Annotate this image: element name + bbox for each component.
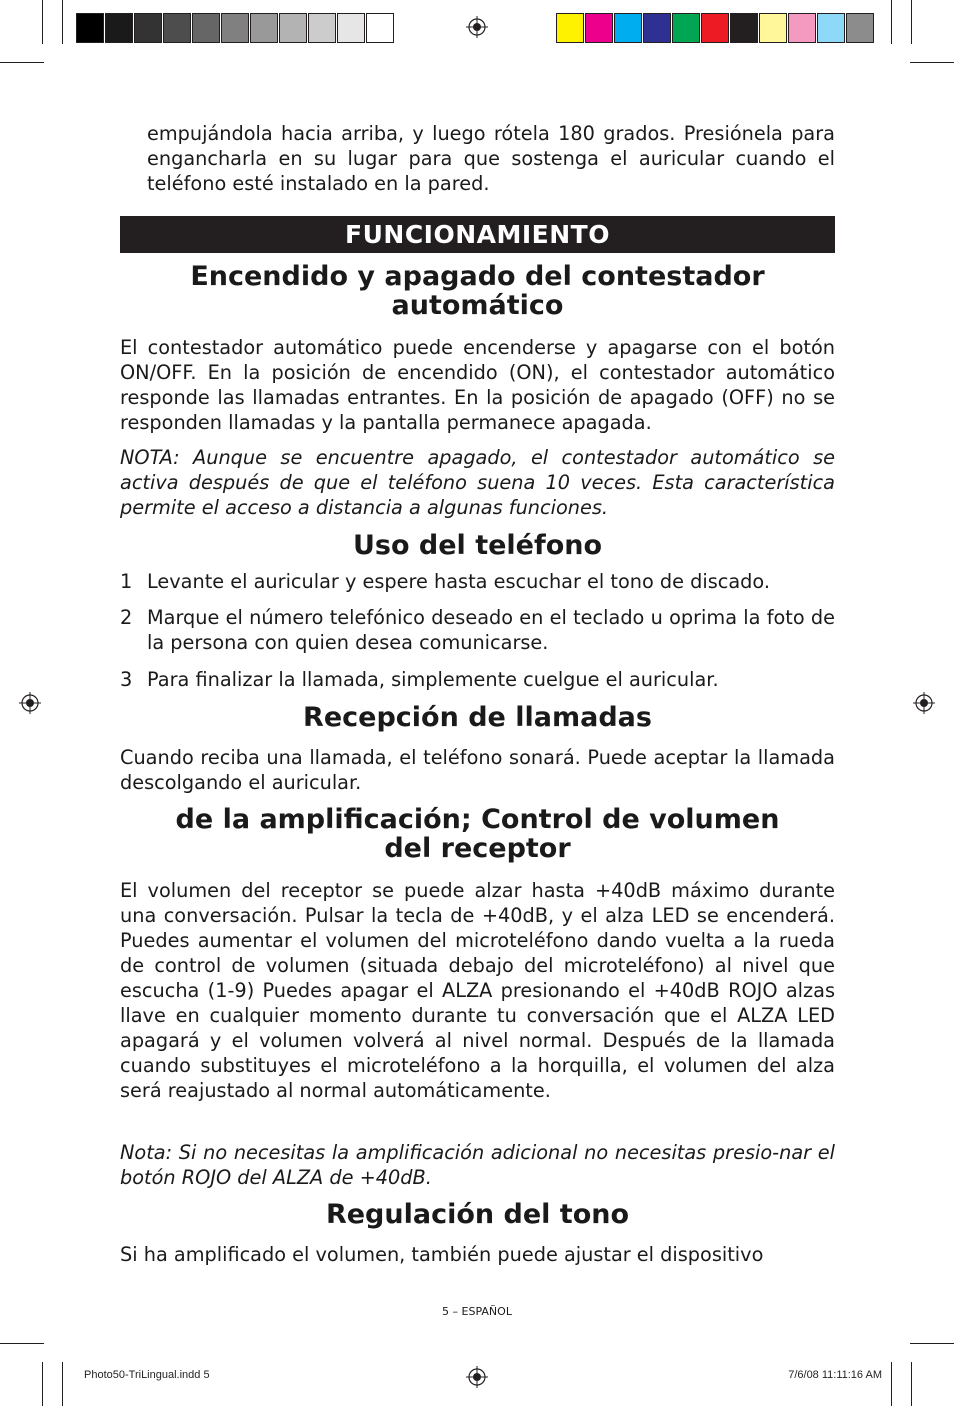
crop-mark bbox=[911, 0, 912, 44]
title-line: del receptor bbox=[384, 833, 571, 864]
color-swatch bbox=[221, 13, 249, 43]
crop-mark bbox=[910, 1343, 954, 1344]
color-swatch bbox=[730, 13, 758, 43]
color-swatch bbox=[250, 13, 278, 43]
crop-mark bbox=[891, 0, 892, 44]
page-number: 5 – ESPAÑOL bbox=[442, 1305, 512, 1318]
color-swatch bbox=[788, 13, 816, 43]
registration-mark-icon bbox=[466, 16, 488, 38]
volume-control-paragraph: El volumen del receptor se puede alzar hasta +40dB máximo durante una conversación. Pulsar la tecla de +40dB, y el alza LED se encenderá. Puedes aumentar el volumen del microteléfono dando vuelta a la rueda de control de volumen (situada debajo del microteléfono) al nivel que escucha (1-9) Puedes apagar el ALZA presionando el +40dB ROJO alzas llave en cualquier momento durante tu conversación que el ALZA LED apagará y el volumen volverá al nivel normal. Después de la llamada cuando substituyes el microteléfono a la horquilla, el volumen del alza será reajustado al normal automáticamente. bbox=[120, 879, 835, 1102]
file-slug: Photo50-TriLingual.indd 5 bbox=[84, 1369, 210, 1381]
color-swatch bbox=[701, 13, 729, 43]
section-title-receiving-calls: Recepción de llamadas bbox=[303, 702, 652, 733]
list-item bbox=[120, 569, 835, 594]
section-title-tone: Regulación del tono bbox=[325, 1199, 630, 1230]
color-swatch bbox=[643, 13, 671, 43]
color-swatch bbox=[614, 13, 642, 43]
step-text: Marque el número telefónico deseado en el teclado u oprima la foto de la persona con quien desea comunicarse. bbox=[147, 606, 835, 654]
color-bar bbox=[556, 13, 875, 43]
timestamp-slug: 7/6/08 11:11:16 AM bbox=[788, 1369, 882, 1381]
color-swatch bbox=[556, 13, 584, 43]
crop-mark bbox=[62, 1362, 63, 1406]
intro-paragraph: empujándola hacia arriba, y luego rótela 180 grados. Presiónela para engancharla en su lugar para que sostenga el auricular cuando el teléfono esté instalado en la pared. bbox=[147, 122, 835, 195]
title-line: automático bbox=[391, 290, 564, 321]
color-swatch bbox=[308, 13, 336, 43]
color-swatch bbox=[672, 13, 700, 43]
color-swatch bbox=[759, 13, 787, 43]
crop-mark bbox=[0, 1343, 44, 1344]
title-line: de la amplificación; Control de volumen bbox=[175, 804, 780, 835]
color-swatch bbox=[163, 13, 191, 43]
color-swatch bbox=[817, 13, 845, 43]
step-number: 3 bbox=[120, 668, 133, 691]
volume-control-note: Nota: Si no necesitas la amplificación adicional no necesitas presio-nar el botón ROJO del ALZA de +40dB. bbox=[120, 1141, 835, 1189]
tone-paragraph: Si ha amplificado el volumen, también puede ajustar el dispositivo bbox=[120, 1243, 764, 1266]
crop-mark bbox=[910, 62, 954, 63]
color-swatch bbox=[76, 13, 104, 43]
list-item bbox=[120, 605, 835, 655]
crop-mark bbox=[42, 1362, 43, 1406]
registration-mark-icon bbox=[913, 692, 935, 714]
registration-mark-icon bbox=[19, 692, 41, 714]
color-swatch bbox=[366, 13, 394, 43]
step-text: Para finalizar la llamada, simplemente cuelgue el auricular. bbox=[147, 668, 719, 691]
answering-machine-paragraph: El contestador automático puede encenderse y apagarse con el botón ON/OFF. En la posición de encendido (ON), el contestador automático responde las llamadas entrantes. En la posición de apagado (OFF) no se responden llamadas y la pantalla permanece apagada. bbox=[120, 336, 835, 434]
section-title-phone-use: Uso del teléfono bbox=[352, 530, 603, 561]
section-banner: FUNCIONAMIENTO bbox=[120, 216, 835, 253]
step-number: 2 bbox=[120, 606, 133, 629]
title-line: Encendido y apagado del contestador bbox=[190, 261, 765, 292]
color-swatch bbox=[279, 13, 307, 43]
crop-mark bbox=[0, 62, 44, 63]
receiving-calls-paragraph: Cuando reciba una llamada, el teléfono sonará. Puede aceptar la llamada descolgando el auricular. bbox=[120, 746, 835, 794]
color-swatch bbox=[846, 13, 874, 43]
grayscale-bar bbox=[76, 13, 395, 43]
color-swatch bbox=[134, 13, 162, 43]
registration-mark-icon bbox=[466, 1366, 488, 1388]
color-swatch bbox=[585, 13, 613, 43]
color-swatch bbox=[105, 13, 133, 43]
crop-mark bbox=[62, 0, 63, 44]
step-number: 1 bbox=[120, 570, 133, 593]
color-swatch bbox=[192, 13, 220, 43]
section-title-answering-machine bbox=[120, 262, 835, 320]
list-item bbox=[120, 667, 835, 692]
crop-mark bbox=[891, 1362, 892, 1406]
step-text: Levante el auricular y espere hasta escuchar el tono de discado. bbox=[147, 570, 770, 593]
color-swatch bbox=[337, 13, 365, 43]
crop-mark bbox=[911, 1362, 912, 1406]
crop-mark bbox=[42, 0, 43, 44]
answering-machine-note: NOTA: Aunque se encuentre apagado, el contestador automático se activa después de que el teléfono suena 10 veces. Esta característica permite el acceso a distancia a algunas funciones. bbox=[120, 446, 835, 519]
section-title-volume-control bbox=[120, 805, 835, 863]
